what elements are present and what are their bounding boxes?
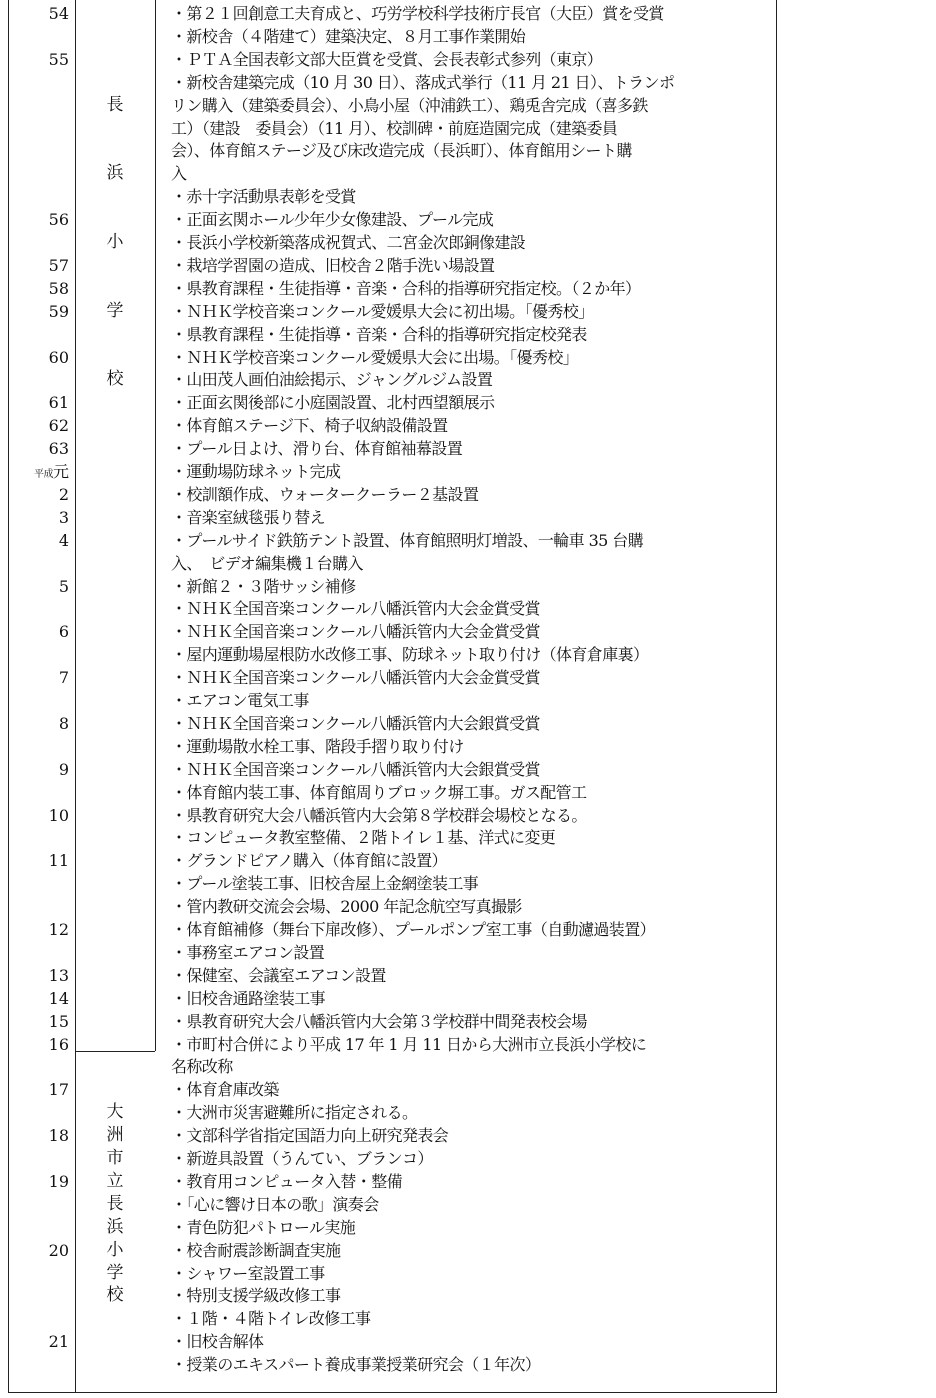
table-row bbox=[9, 1055, 776, 1078]
table-row bbox=[9, 597, 776, 620]
table-row bbox=[9, 689, 776, 712]
year-cell: 54 bbox=[48, 4, 69, 23]
event-text: ・大洲市災害避難所に指定される。 bbox=[171, 1103, 418, 1123]
table-row bbox=[9, 895, 776, 918]
table-row bbox=[9, 1353, 776, 1376]
event-text: ・プール塗装工事、旧校舎屋上金網塗装工事 bbox=[171, 874, 479, 894]
table-row bbox=[9, 643, 776, 666]
year-cell: 18 bbox=[48, 1126, 69, 1146]
event-text: ・教育用コンピュータ入替・整備 bbox=[171, 1171, 403, 1191]
event-text: 工）（建設 委員会）（11 月）、校訓碑・前庭造園完成（建築委員 bbox=[171, 118, 618, 138]
year-cell: 14 bbox=[48, 988, 69, 1008]
event-text: ・コンピュータ教室整備、２階トイレ１基、洋式に変更 bbox=[171, 828, 556, 848]
table-row bbox=[9, 208, 776, 231]
school-name-char: 大 bbox=[106, 1102, 124, 1123]
year-cell: 21 bbox=[48, 1332, 69, 1352]
school-name-char: 小 bbox=[106, 1239, 124, 1260]
table-row bbox=[9, 804, 776, 827]
table-row bbox=[9, 185, 776, 208]
table-row bbox=[9, 48, 776, 71]
year-cell: 62 bbox=[48, 416, 69, 436]
event-text: ・体育館補修（舞台下扉改修）、プールポンプ室工事（自動濾過装置） bbox=[171, 920, 656, 939]
school-name-char: 学 bbox=[106, 1262, 124, 1283]
event-text: ・県教育課程・生徒指導・音楽・合科的指導研究指定校。（２か年） bbox=[171, 278, 641, 298]
event-text: ・事務室エアコン設置 bbox=[171, 942, 325, 962]
year-cell: 59 bbox=[48, 301, 69, 321]
year-cell: 15 bbox=[48, 1011, 69, 1031]
table-row bbox=[9, 781, 776, 804]
table-row bbox=[9, 346, 776, 369]
event-text: ・市町村合併により平成 17 年 1 月 11 日から大洲市立長浜小学校に bbox=[171, 1034, 647, 1054]
year-cell: 17 bbox=[48, 1080, 69, 1100]
event-text: ・体育倉庫改築 bbox=[171, 1080, 279, 1100]
table-row bbox=[9, 735, 776, 758]
year-cell: 2 bbox=[58, 484, 69, 504]
event-text: ・県教育研究大会八幡浜管内大会第３学校群中間発表校会場 bbox=[171, 1011, 587, 1031]
table-row bbox=[9, 575, 776, 598]
event-text: リン購入（建築委員会）、小鳥小屋（沖浦鉄工）、鶏兎舎完成（喜多鉄 bbox=[171, 95, 648, 115]
table-row bbox=[9, 1330, 776, 1353]
year-cell: 13 bbox=[48, 965, 69, 985]
school-name-char: 長 bbox=[106, 1193, 124, 1214]
table-row bbox=[9, 941, 776, 964]
event-text: ・山田茂人画伯油絵掲示、ジャングルジム設置 bbox=[171, 370, 493, 390]
table-row bbox=[9, 483, 776, 506]
event-text: ・第２１回創意工夫育成と、巧労学校科学技術庁長官（大臣）賞を受賞 bbox=[171, 4, 664, 23]
year-cell: 10 bbox=[48, 805, 69, 825]
event-text: ・新遊具設置（うんてい、ブランコ） bbox=[171, 1149, 433, 1168]
table-row bbox=[9, 391, 776, 414]
year-cell: 19 bbox=[48, 1171, 69, 1191]
event-text: ・運動場散水栓工事、階段手摺り取り付け bbox=[171, 736, 464, 756]
table-row bbox=[9, 826, 776, 849]
year-cell: 58 bbox=[48, 278, 69, 298]
table-row bbox=[9, 1033, 776, 1056]
year-cell: 12 bbox=[48, 920, 69, 939]
table-row bbox=[9, 117, 776, 140]
table-row bbox=[9, 529, 776, 552]
table-row bbox=[9, 414, 776, 437]
event-text: ・ＮＨＫ全国音楽コンクール八幡浜管内大会銀賞受賞 bbox=[171, 759, 540, 779]
event-text: ・県教育課程・生徒指導・音楽・合科的指導研究指定校発表 bbox=[171, 324, 587, 344]
event-text: ・正面玄関ホール少年少女像建設、プール完成 bbox=[171, 210, 494, 230]
school-name-char: 小 bbox=[106, 232, 124, 252]
table-row bbox=[9, 323, 776, 346]
table-row bbox=[9, 987, 776, 1010]
year-cell: 57 bbox=[48, 255, 69, 275]
school-name-char: 長 bbox=[106, 94, 124, 115]
event-text: ・新校舎建築完成（10 月 30 日）、落成式挙行（11 月 21 日）、トランポ bbox=[171, 72, 675, 92]
event-text: 入 bbox=[171, 164, 187, 184]
year-cell: 6 bbox=[58, 622, 69, 642]
table-row bbox=[9, 964, 776, 987]
event-text: ・運動場防球ネット完成 bbox=[171, 462, 341, 481]
table-row bbox=[9, 1078, 776, 1101]
table-row bbox=[9, 2, 776, 25]
table-row bbox=[9, 277, 776, 300]
year-cell: 3 bbox=[58, 507, 69, 527]
year-cell: 20 bbox=[48, 1240, 69, 1260]
table-row bbox=[9, 460, 776, 483]
table-row bbox=[9, 25, 776, 48]
table-row bbox=[9, 254, 776, 277]
event-text: ・ＮＨＫ学校音楽コンクール愛媛県大会に初出場。「優秀校」 bbox=[171, 301, 594, 321]
event-text: ・ＮＨＫ全国音楽コンクール八幡浜管内大会銀賞受賞 bbox=[171, 713, 540, 733]
table-row bbox=[9, 872, 776, 895]
table-row bbox=[9, 1307, 776, 1330]
event-text: ・赤十字活動県表彰を受賞 bbox=[171, 187, 356, 207]
school-name-char: 浜 bbox=[106, 163, 124, 184]
table-row bbox=[9, 1010, 776, 1033]
event-text: ・校訓額作成、ウォータークーラー２基設置 bbox=[171, 484, 479, 504]
year-cell: 8 bbox=[58, 713, 69, 733]
event-text: ・栽培学習園の造成、旧校舎２階手洗い場設置 bbox=[171, 255, 495, 275]
year-cell: 平成元 bbox=[33, 462, 69, 481]
event-text: ・文部科学省指定国語力向上研究発表会 bbox=[171, 1126, 449, 1146]
school-name-char: 市 bbox=[106, 1148, 124, 1168]
event-text: ・管内教研交流会会場、2000 年記念航空写真撮影 bbox=[171, 897, 522, 917]
event-text: ・校舎耐震診断調査実施 bbox=[171, 1240, 341, 1260]
event-text: ・新校舎（４階建て）建築決定、８月工事作業開始 bbox=[171, 26, 526, 46]
table-row bbox=[9, 918, 776, 941]
year-cell: 4 bbox=[58, 530, 69, 550]
event-text: ・正面玄関後部に小庭園設置、北村西望額展示 bbox=[171, 393, 495, 413]
school-name-char: 校 bbox=[106, 1285, 124, 1306]
event-text: ・特別支援学級改修工事 bbox=[171, 1286, 341, 1306]
event-text: ・ＮＨＫ全国音楽コンクール八幡浜管内大会金賞受賞 bbox=[171, 668, 540, 688]
school-name-char: 浜 bbox=[106, 1216, 124, 1237]
year-cell: 63 bbox=[48, 439, 69, 459]
event-text: ・屋内運動場屋根防水改修工事、防球ネット取り付け（体育倉庫裏） bbox=[171, 645, 649, 665]
event-text: 名称改称 bbox=[171, 1057, 233, 1077]
event-text: ・保健室、会議室エアコン設置 bbox=[171, 965, 386, 985]
event-text: ・グランドピアノ購入（体育館に設置） bbox=[171, 851, 447, 871]
table-row bbox=[9, 666, 776, 689]
event-text: ・ＮＨＫ全国音楽コンクール八幡浜管内大会金賞受賞 bbox=[171, 599, 540, 619]
event-text: ・体育館ステージ下、椅子収納設備設置 bbox=[171, 416, 448, 436]
table-row bbox=[9, 758, 776, 781]
event-text: ・ＮＨＫ全国音楽コンクール八幡浜管内大会金賞受賞 bbox=[171, 622, 540, 642]
event-text: ・体育館内装工事、体育館周りブロック塀工事。ガス配管工 bbox=[171, 782, 587, 802]
event-text: ・ＮＨＫ学校音楽コンクール愛媛県大会に出場。「優秀校」 bbox=[171, 347, 579, 367]
table-row bbox=[9, 552, 776, 575]
history-table bbox=[8, 0, 777, 1393]
year-cell: 9 bbox=[58, 759, 69, 779]
event-text: ・プールサイド鉄筋テント設置、体育館照明灯増設、一輪車 35 台購 bbox=[171, 530, 644, 550]
year-cell: 61 bbox=[48, 393, 69, 413]
year-cell: 5 bbox=[58, 576, 69, 596]
table-row bbox=[9, 849, 776, 872]
event-text: 会）、体育館ステージ及び床改造完成（長浜町）、体育館用シート購 bbox=[171, 141, 632, 161]
table-row bbox=[9, 437, 776, 460]
event-text: ・エアコン電気工事 bbox=[171, 691, 309, 710]
school-name-char: 立 bbox=[106, 1170, 124, 1191]
year-cell: 60 bbox=[48, 347, 69, 367]
year-cell: 55 bbox=[48, 49, 69, 69]
event-text: ・プール日よけ、滑り台、体育館袖幕設置 bbox=[171, 439, 463, 459]
table-row bbox=[9, 620, 776, 643]
event-text: 入、 ビデオ編集機１台購入 bbox=[171, 553, 363, 573]
table-row bbox=[9, 71, 776, 94]
year-cell: 16 bbox=[48, 1034, 69, 1054]
year-cell: 56 bbox=[48, 210, 69, 230]
event-text: ・旧校舎通路塗装工事 bbox=[171, 988, 326, 1008]
event-text: ・長浜小学校新築落成祝賀式、二宮金次郎銅像建設 bbox=[171, 233, 526, 252]
event-text: ・県教育研究大会八幡浜管内大会第８学校群会場校となる。 bbox=[171, 805, 587, 825]
school-name-char: 学 bbox=[106, 300, 124, 321]
event-text: ・１階・４階トイレ改修工事 bbox=[171, 1309, 371, 1329]
school-name-char: 校 bbox=[106, 369, 124, 390]
year-cell: 11 bbox=[48, 851, 69, 871]
event-text: ・「心に響け日本の歌」演奏会 bbox=[171, 1194, 379, 1214]
year-cell: 7 bbox=[58, 668, 69, 688]
event-text: ・旧校舎解体 bbox=[171, 1332, 264, 1352]
event-text: ・授業のエキスパート養成事業授業研究会（１年次） bbox=[171, 1355, 541, 1375]
table-row bbox=[9, 139, 776, 162]
table-row bbox=[9, 712, 776, 735]
event-text: ・ＰＴＡ全国表彰文部大臣賞を受賞、会長表彰式参列（東京） bbox=[171, 49, 603, 69]
event-text: ・シャワー室設置工事 bbox=[171, 1263, 325, 1283]
event-text: ・音楽室絨毯張り替え bbox=[171, 507, 326, 527]
school-name-char: 洲 bbox=[106, 1125, 124, 1146]
event-text: ・青色防犯パトロール実施 bbox=[171, 1217, 356, 1237]
table-row bbox=[9, 506, 776, 529]
event-text: ・新館２・３階サッシ補修 bbox=[171, 576, 356, 596]
